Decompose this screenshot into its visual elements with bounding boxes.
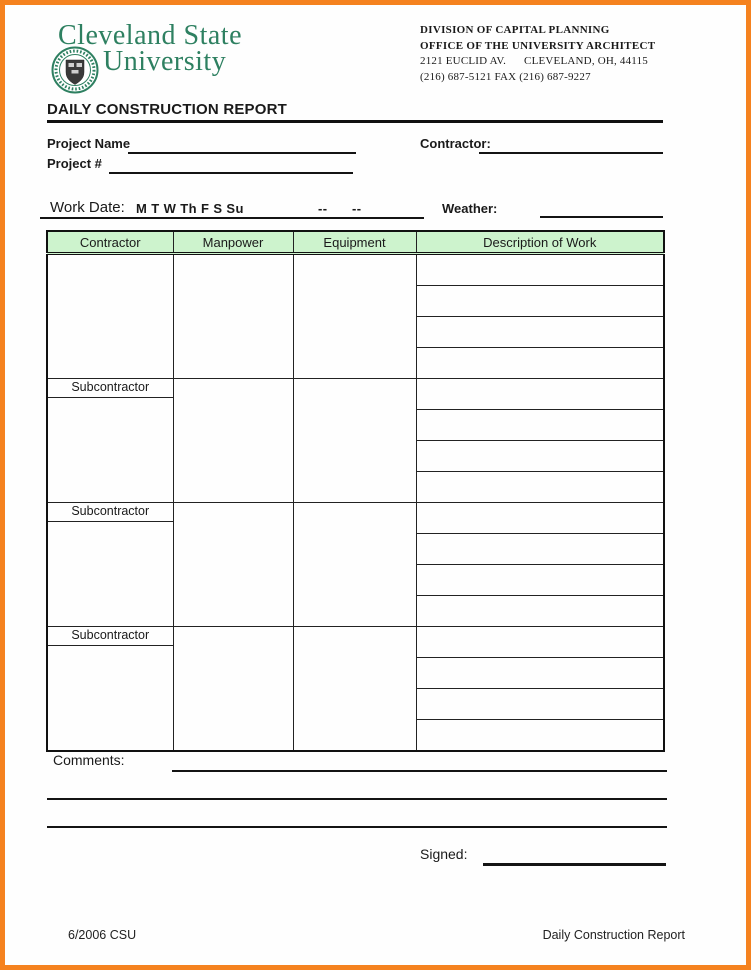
manpower-cell: [173, 627, 293, 752]
address-block: [420, 23, 710, 85]
contractor-cell: [47, 254, 173, 379]
description-row-cell: [416, 658, 664, 689]
comments-line-2: [47, 798, 667, 800]
equipment-cell: [293, 627, 416, 752]
logo-text-line1: Cleveland State: [58, 20, 243, 51]
project-number-field-line: [109, 172, 353, 174]
work-date-dash2: --: [352, 201, 362, 216]
equipment-cell: [293, 379, 416, 503]
university-seal-icon: [51, 46, 99, 94]
description-row-cell: [416, 565, 664, 596]
description-row-cell: [416, 379, 664, 410]
office-line: OFFICE OF THE UNIVERSITY ARCHITECT: [420, 39, 656, 52]
manpower-cell: [173, 254, 293, 379]
work-date-dash1: --: [318, 201, 328, 216]
report-title: DAILY CONSTRUCTION REPORT: [47, 101, 288, 118]
comments-line-3: [47, 826, 667, 828]
signed-label: Signed:: [420, 846, 468, 862]
work-date-field-line: [40, 217, 424, 219]
footer-left: 6/2006 CSU: [68, 928, 137, 942]
logo-text-line2: University: [103, 46, 227, 77]
description-row-cell: [416, 441, 664, 472]
contractor-label: Contractor:: [420, 136, 491, 151]
table-row: [47, 254, 664, 286]
description-row-cell: [416, 596, 664, 627]
table-row: [47, 627, 664, 658]
description-row-cell: [416, 286, 664, 317]
description-row-cell: [416, 348, 664, 379]
weather-label: Weather:: [442, 201, 498, 216]
comments-line-1: [172, 770, 667, 772]
work-date-label: Work Date:: [50, 199, 125, 216]
description-row-cell: [416, 534, 664, 565]
contractor-cell: [47, 503, 173, 627]
signed-field-line: [483, 863, 666, 866]
street-line: 2121 EUCLID AV. CLEVELAND, OH, 44115: [420, 55, 648, 67]
project-number-label: Project #: [47, 156, 102, 171]
subcontractor-label: Subcontractor: [48, 503, 173, 522]
project-name-label: Project Name: [47, 136, 131, 151]
col-header-equipment: Equipment: [293, 231, 416, 254]
col-header-contractor: Contractor: [47, 231, 173, 254]
description-row-cell: [416, 472, 664, 503]
table-header-row: [47, 231, 664, 254]
division-line: DIVISION OF CAPITAL PLANNING: [420, 24, 610, 36]
subcontractor-label: Subcontractor: [48, 627, 173, 646]
col-header-description: Description of Work: [416, 231, 664, 254]
daily-work-table: [46, 230, 665, 752]
table-row: [47, 503, 664, 534]
table-row: [47, 379, 664, 410]
project-name-field-line: [128, 152, 356, 154]
title-rule: [47, 120, 663, 123]
contractor-cell: [47, 627, 173, 752]
manpower-cell: [173, 503, 293, 627]
description-row-cell: [416, 720, 664, 752]
description-row-cell: [416, 410, 664, 441]
col-header-manpower: Manpower: [173, 231, 293, 254]
description-row-cell: [416, 317, 664, 348]
description-row-cell: [416, 503, 664, 534]
equipment-cell: [293, 503, 416, 627]
weather-field-line: [540, 216, 663, 218]
contractor-field-line: [479, 152, 663, 154]
comments-label: Comments:: [53, 752, 125, 768]
manpower-cell: [173, 379, 293, 503]
phone-line: (216) 687-5121 FAX (216) 687-9227: [420, 70, 591, 83]
description-row-cell: [416, 627, 664, 658]
work-date-days: M T W Th F S Su: [136, 201, 244, 216]
equipment-cell: [293, 254, 416, 379]
subcontractor-label: Subcontractor: [48, 379, 173, 398]
description-row-cell: [416, 689, 664, 720]
contractor-cell: [47, 379, 173, 503]
description-row-cell: [416, 254, 664, 286]
footer-right: Daily Construction Report: [542, 928, 685, 942]
